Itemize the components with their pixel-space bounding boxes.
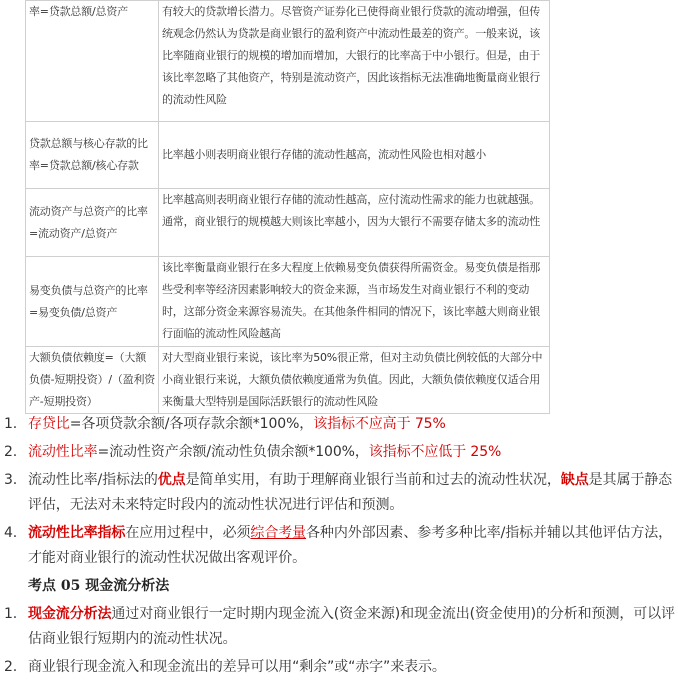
item-text: 流动性比率/指标法的	[28, 472, 158, 488]
item-text: 商业银行现金流入和现金流出的差异可以用“剩余”或“赤字”来表示。	[28, 659, 446, 675]
ratio-name-cell: 大额负债依赖度=（大额负债-短期投资）/（盈利资产-短期投资）	[26, 347, 159, 414]
liquidity-ratio-table	[25, 0, 550, 414]
term-liquidity-ratio: 流动性比率	[28, 444, 98, 460]
item-text: 各种内外部因素、参考多种比率/指标并辅以其他评估方法，才能对商业银行的流动性状况做出客观评价。	[28, 525, 673, 566]
limit-note: 该指标不应高于 75%	[313, 416, 446, 432]
term-cash-flow: 现金流分析法	[28, 606, 112, 622]
list-item	[0, 521, 678, 571]
ratio-desc-cell: 有较大的贷款增长潜力。尽管资产证券化已使得商业银行贷款的流动增强，但传统观念仍然认为贷款是商业银行的盈利资产中流动性最差的资产。一般来说，该比率随商业银行的规模的增加而增加，大银行的比率高于中小银行。但是，由于该比率忽略了其他资产，特别是流动资产，因此该指标无法准确地衡量商业银行的流动性风险	[159, 1, 550, 122]
table-row	[26, 189, 550, 257]
item-text: 通过对商业银行一定时期内现金流入(资金来源)和现金流出(资金使用)的分析和预测，可以评估商业银行短期内的流动性状况。	[28, 606, 675, 647]
ratio-desc-cell: 该比率衡量商业银行在多大程度上依赖易变负债获得所需资金。易变负债是指那些受利率等经济因素影响较大的资金来源，当市场发生对商业银行不利的变动时，这部分资金来源容易流失。在其他条件相同的情况下，该比率越大则商业银行面临的流动性风险越高	[159, 257, 550, 347]
item-text: =各项贷款余额/各项存款余额*100%，	[69, 416, 314, 432]
item-number: 1.	[4, 416, 18, 432]
item-text: 是简单实用，有助于理解商业银行当前和过去的流动性状况，	[185, 472, 561, 488]
term-indicator: 流动性比率指标	[28, 525, 126, 541]
table-row	[26, 1, 550, 122]
limit-note: 该指标不应低于 25%	[368, 444, 502, 460]
list-item	[0, 602, 678, 652]
list-item	[0, 440, 678, 465]
item-text: 是其属于静态评估，无法对未来特定时段内的流动性状况进行评估和预测。	[28, 472, 673, 513]
ratio-desc-cell: 比率越小则表明商业银行存储的流动性越高，流动性风险也相对越小	[159, 122, 550, 189]
table-row	[26, 257, 550, 347]
ratio-name-cell: 易变负债与总资产的比率=易变负债/总资产	[26, 257, 159, 347]
list-item	[0, 655, 678, 680]
item-number: 3.	[4, 472, 18, 488]
key-points-list	[0, 412, 678, 683]
item-text: =流动性资产余额/流动性负债余额*100%，	[97, 444, 369, 460]
ratio-name-cell: 贷款总额与核心存款的比率=贷款总额/核心存款	[26, 122, 159, 189]
item-number: 2.	[4, 659, 18, 675]
ratio-name-cell: 流动资产与总资产的比率=流动资产/总资产	[26, 189, 159, 257]
ratio-desc-cell: 对大型商业银行来说，该比率为50%很正常，但对主动负债比例较低的大部分中小商业银行来说，大额负债依赖度通常为负值。因此，大额负债依赖度仅适合用来衡量大型特别是国际活跃银行的流动性风险	[159, 347, 550, 414]
ratio-desc-cell: 比率越高则表明商业银行存储的流动性越高，应付流动性需求的能力也就越强。通常，商业银行的规模越大则该比率越小，因为大银行不需要存储太多的流动性	[159, 189, 550, 257]
list-item	[0, 468, 678, 518]
disadvantage-label: 缺点	[560, 472, 589, 488]
table-row	[26, 122, 550, 189]
item-text: 在应用过程中，必须	[125, 525, 251, 541]
item-number: 2.	[4, 444, 18, 460]
table-row	[26, 347, 550, 414]
ratio-name-cell: 率=贷款总额/总资产	[26, 1, 159, 122]
term-loan-deposit-ratio: 存贷比	[28, 416, 70, 432]
advantage-label: 优点	[157, 472, 186, 488]
section-heading: 考点 05 现金流分析法	[28, 578, 170, 594]
underlined-term: 综合考量	[250, 525, 307, 541]
item-number: 4.	[4, 525, 18, 541]
list-item	[0, 412, 678, 437]
item-number: 1.	[4, 606, 18, 622]
